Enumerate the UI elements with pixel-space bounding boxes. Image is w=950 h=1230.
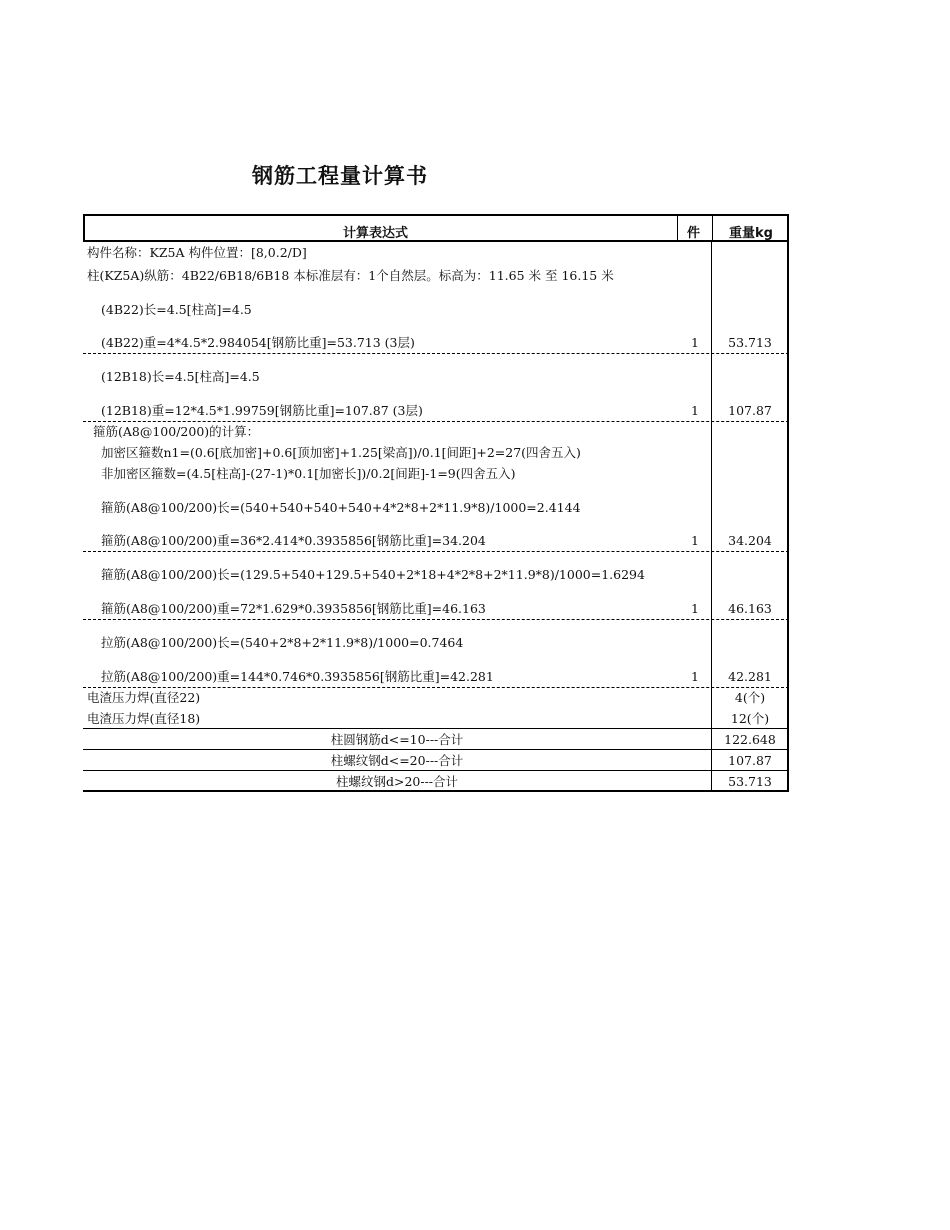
total-label: 柱螺纹钢d>20---合计 (335, 774, 459, 789)
calc-line: 箍筋(A8@100/200)重=36*2.414*0.3935856[钢筋比重]=34.204 (101, 533, 486, 548)
weld-value: 12(个) (730, 711, 770, 726)
weight-cell: 42.281 (728, 669, 772, 684)
row-separator (83, 421, 789, 422)
row-separator (83, 687, 789, 688)
calc-line: 箍筋(A8@100/200)的计算： (93, 424, 260, 439)
calc-line: (4B22)重=4*4.5*2.984054[钢筋比重]=53.713 (3层) (101, 335, 415, 350)
calc-line: (12B18)长=4.5[柱高]=4.5 (101, 369, 260, 384)
row-separator (83, 728, 789, 729)
calc-line: 加密区箍数n1=(0.6[底加密]+0.6[顶加密]+1.25[梁高])/0.1[间距]+2=27(四舍五入) (101, 445, 581, 460)
total-label: 柱圆钢筋d<=10---合计 (330, 732, 464, 747)
total-value: 107.87 (728, 753, 772, 768)
component-main: 柱(KZ5A)纵筋：4B22/6B18/6B18 本标准层有：1个自然层。标高为：11.65 米 至 16.15 米 (87, 268, 614, 283)
row-separator (83, 619, 789, 620)
row-separator (83, 749, 789, 750)
row-separator (83, 770, 789, 771)
weight-column-divider (711, 242, 712, 792)
right-border (787, 242, 789, 792)
weld-label: 电渣压力焊(直径18) (87, 711, 201, 726)
count-cell: 1 (691, 335, 699, 350)
weld-label: 电渣压力焊(直径22) (87, 690, 201, 705)
calc-line: 拉筋(A8@100/200)长=(540+2*8+2*11.9*8)/1000=0.7464 (101, 635, 464, 650)
calc-line: 箍筋(A8@100/200)重=72*1.629*0.3935856[钢筋比重]=46.163 (101, 601, 486, 616)
calc-line: (12B18)重=12*4.5*1.99759[钢筋比重]=107.87 (3层) (101, 403, 423, 418)
row-separator (83, 353, 789, 354)
total-label: 柱螺纹钢d<=20---合计 (330, 753, 464, 768)
count-cell: 1 (691, 403, 699, 418)
weight-cell: 34.204 (728, 533, 772, 548)
weight-cell: 107.87 (728, 403, 772, 418)
bottom-border (83, 790, 789, 792)
weight-cell: 46.163 (728, 601, 772, 616)
document-title: 钢筋工程量计算书 (252, 164, 428, 188)
total-value: 53.713 (728, 774, 772, 789)
header-divider (677, 216, 678, 240)
calc-line: 箍筋(A8@100/200)长=(129.5+540+129.5+540+2*18+4*2*8+2*11.9*8)/1000=1.6294 (101, 567, 645, 582)
header-expression: 计算表达式 (343, 226, 409, 241)
count-cell: 1 (691, 601, 699, 616)
header-weight: 重量kg (729, 226, 773, 241)
row-separator (83, 551, 789, 552)
calc-line: (4B22)长=4.5[柱高]=4.5 (101, 302, 252, 317)
count-cell: 1 (691, 669, 699, 684)
component-name: 构件名称：KZ5A 构件位置：[8,0.2/D] (87, 245, 307, 260)
calc-line: 箍筋(A8@100/200)长=(540+540+540+540+4*2*8+2*11.9*8)/1000=2.4144 (101, 500, 581, 515)
count-cell: 1 (691, 533, 699, 548)
weld-value: 4(个) (734, 690, 766, 705)
header-divider (712, 216, 713, 240)
header-count: 件 (687, 226, 701, 241)
weight-cell: 53.713 (728, 335, 772, 350)
calc-line: 非加密区箍数=(4.5[柱高]-(27-1)*0.1[加密长])/0.2[间距]-1=9(四舍五入) (101, 466, 516, 481)
calc-line: 拉筋(A8@100/200)重=144*0.746*0.3935856[钢筋比重]=42.281 (101, 669, 494, 684)
total-value: 122.648 (724, 732, 776, 747)
table-header (83, 214, 789, 242)
